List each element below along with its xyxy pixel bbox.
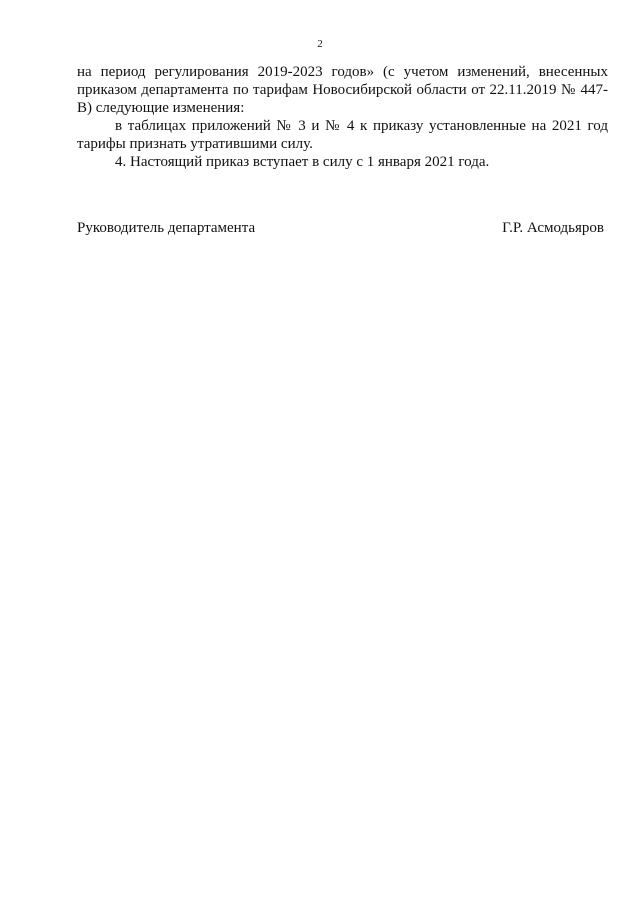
- paragraph-tables-change: в таблицах приложений № 3 и № 4 к приказу установленные на 2021 год тарифы признать утратившими силу.: [77, 118, 608, 152]
- signatory-name: Г.Р. Асмодьяров: [502, 220, 604, 236]
- signatory-position: Руководитель департамента: [77, 220, 256, 236]
- paragraph-continuation: на период регулирования 2019-2023 годов» (с учетом изменений, внесенных приказом департамента по тарифам Новосибирской области от 22.11.2019 № 447-В) следующие изменения:: [77, 64, 608, 116]
- signature-block: [77, 219, 604, 237]
- paragraph-effective-date: 4. Настоящий приказ вступает в силу с 1 января 2021 года.: [115, 154, 490, 170]
- page-number: 2: [317, 38, 323, 50]
- document-body: [77, 63, 608, 171]
